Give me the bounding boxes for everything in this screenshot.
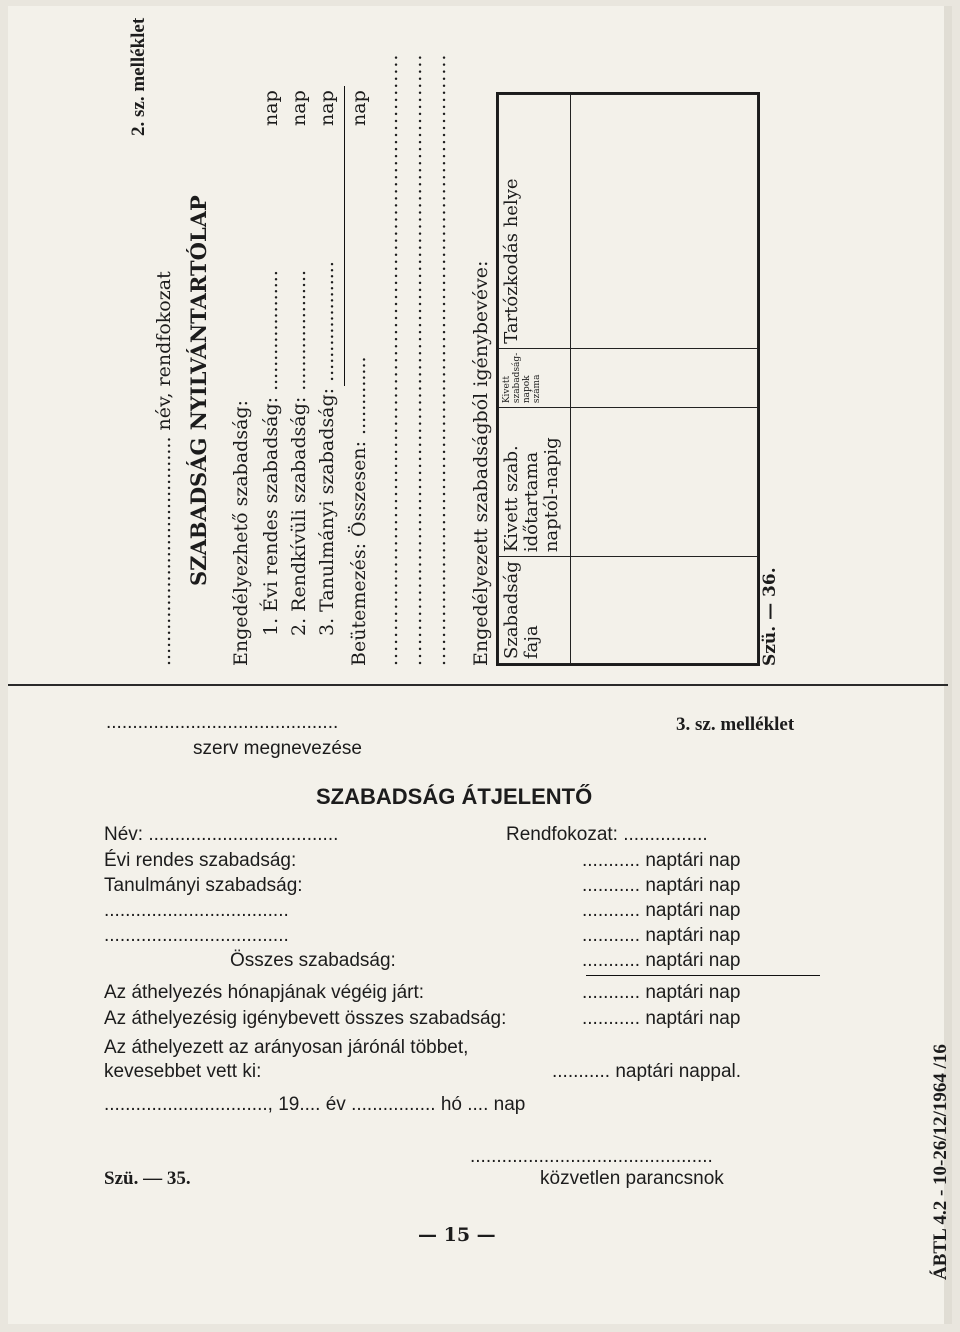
annex2-schedule-row: Beütemezés: Összesen: ............. [348,356,370,666]
table-cell [571,95,758,349]
annex2-name-line: ...................................... név, rendfokozat [153,271,175,666]
row-blank-2-value: ........... naptári nap [582,925,741,946]
annex2-item-1: 1. Évi rendes szabadság: .................... [260,270,282,636]
row-blank-1-label: ................................... [104,900,289,921]
annex2-col-days: Kivett szabadság- napok száma [499,348,571,407]
annex2-item-2: 2. Rendkívüli szabadság: .................... [288,269,310,636]
annex2-heading: SZABADSÁG NYILVÁNTARTÓLAP [186,195,211,586]
annex2-item-3: 3. Tanulmányi szabadság: .................... [316,261,338,636]
annex2-table [496,92,760,666]
annex2-dotted-line-1: ....................................................................................... [380,53,402,666]
annex2-item-2-unit: nap [288,90,310,126]
annex2-rotated-form [128,17,828,666]
row-blank-2-label: ................................... [104,925,289,946]
annex3-heading: SZABADSÁG ÁTJELENTŐ [316,784,593,809]
annex2-sum-rule [344,86,345,386]
row-annual-label: Évi rendes szabadság: [104,850,297,871]
transfer-used-label: Az áthelyezésig igénybevett összes szabadság: [104,1008,507,1029]
annex2-col-place: Tartózkodás helye [499,95,571,349]
annex2-code: Szü. — 36. [760,567,780,666]
archive-stamp: ÁBTL 4.2 - 10-26/12/1964 /16 [930,1044,951,1280]
transfer-month-label: Az áthelyezés hónapjának végéig járt: [104,982,425,1003]
date-line: ..............................., 19.... év ................ hó .... nap [104,1094,526,1115]
row-study-label: Tanulmányi szabadság: [104,875,303,896]
annex2-dotted-line-2: ....................................................................................... [404,53,426,666]
annex2-item-1-unit: nap [260,90,282,126]
annex3-code: Szü. — 35. [104,1168,191,1189]
signature-label: közvetlen parancsnok [540,1168,724,1189]
annex3-title: 3. sz. melléklet [676,714,795,735]
annex2-entitled-label: Engedélyezhető szabadság: [230,400,252,666]
annex2-total-unit: nap [348,90,370,126]
rank-field: Rendfokozat: ................ [506,824,708,845]
transfer-month-value: ........... naptári nap [582,982,741,1003]
annex2-title: 2. sz. melléklet [128,17,149,136]
table-cell [571,557,758,664]
row-study-value: ........... naptári nap [582,875,741,896]
name-field: Név: .................................... [104,824,339,845]
annex2-dotted-line-3: ....................................................................................... [428,53,450,666]
table-cell [571,408,758,557]
row-annual-value: ........... naptári nap [582,850,741,871]
org-dotted-line: ............................................ [106,712,339,733]
org-label: szerv megnevezése [193,738,362,759]
annex2-table-caption: Engedélyezett szabadságból igénybevéve: [470,260,492,666]
total-underline [586,975,820,976]
section-divider [8,684,948,686]
proportion-line-2: kevesebbet vett ki: [104,1061,262,1082]
document-page [8,6,952,1324]
annex2-col-type: Szabadság faja [499,557,571,664]
annex2-item-3-unit: nap [316,90,338,126]
annex2-col-period: Kivett szab. időtartama naptól-napig [499,408,571,557]
signature-line: .............................................. [470,1146,713,1167]
proportion-value: ........... naptári nappal. [552,1061,742,1082]
page-number: — 15 — [418,1224,496,1246]
row-total-value: ........... naptári nap [582,950,741,971]
row-blank-1-value: ........... naptári nap [582,900,741,921]
row-total-label: Összes szabadság: [230,950,396,971]
table-cell [571,348,758,407]
transfer-used-value: ........... naptári nap [582,1008,741,1029]
proportion-line-1: Az áthelyezett az arányosan járónál többet, [104,1037,469,1058]
